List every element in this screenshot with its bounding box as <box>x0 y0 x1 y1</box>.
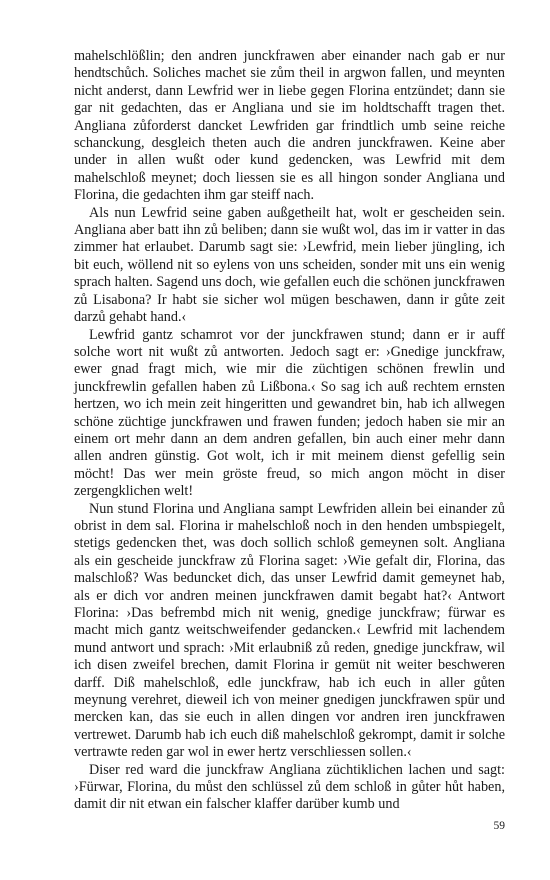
paragraph-4: Nun stund Florina und Angliana sampt Lewfriden allein bei einander zů obrist in dem sal. Florina ir mahelschloß noch in den henden umbspiegelt, stetigs gedencken thet, was doch sollich schloß gemeynen solt. Angliana als ein gescheide junckfraw zů Florina saget: ›Wie gefalt dir, Florina, das malschloß? Was beduncket dich, das unser Lewfrid damit gemeynet hab, als er dich vor andren meinen junckfrawen damit begabt hat?‹ Antwort Florina: ›Das befrembd mich nit wenig, gnedige junckfraw; fürwar es macht mich gantz weitschweifender gedancken.‹ Lewfrid mit lachendem mund antwort und sprach: ›Mit erlaubniß zů reden, gnedige junckfraw, wil ich disen zweifel brechen, damit Florina ir gemüt nit weiter beschweren darff. Diß mahelschloß, edle junckfraw, hab ich euch in aller gůten meynung verehret, dieweil ich von meiner gnedigen junckfrawen spür und mercken kan, das sie euch in allen dingen vor andren iren junckfrawen vertrewet. Darumb hab ich euch diß mahelschloß gekrompt, damit ir solche vertrawte reden gar wol in ewer hertz verschliessen sollen.‹ <box>74 500 505 761</box>
paragraph-2: Als nun Lewfrid seine gaben außgetheilt hat, wolt er gescheiden sein. Angliana aber batt ihn zů beliben; dann sie wußt wol, das im ir vatter in das zimmer hat erlaubet. Darumb sagt sie: ›Lewfrid, mein lieber jüngling, ich bit euch, wöllend nit so eylens von uns scheiden, sonder mit uns ein wenig sprach halten. Sagend uns doch, wie gefallen euch die schönen junckfrawen zů Lisabona? Ir habt sie sicher wol mügen beschawen, dann ir gůte zeit darzů gehabt hand.‹ <box>74 204 505 326</box>
page-number: 59 <box>493 820 505 832</box>
paragraph-5: Diser red ward die junckfraw Angliana züchtiklichen lachen und sagt: ›Fürwar, Florina, du můst den schlüssel zů dem schloß in gůter hůt haben, damit dir nit etwan ein falscher klaffer darüber kumb und <box>74 761 505 813</box>
paragraph-3: Lewfrid gantz schamrot vor der junckfrawen stund; dann er ir auff solche wort nit wußt zů antworten. Jedoch sagt er: ›Gnedige junckfraw, ewer gnad fragt mich, wie mir die züchtigen schönen frewlin und junckfrewlin gefallen haben zů Lißbona.‹ So sag ich auß rechtem ernsten hertzen, wo ich mein zeit hingeritten und gewandret bin, hab ich allwegen schöne züchtige junckfrawen und frawen funden; jedoch haben sie mir an einem ort mehr dann an dem andren gefallen, bin auch einer mehr dann allen andren günstig. Got wolt, ich ir mit meinem dienst gefellig sein möcht! Das wer mein gröste freud, so mich angon möcht in diser zergengklichen welt! <box>74 326 505 500</box>
body-text <box>74 48 505 814</box>
paragraph-1: mahelschlößlin; den andren junckfrawen aber einander nach gab er nur hendtschůch. Soliches machet sie zům theil in argwon fallen, und meynten nicht anderst, dann Lewfrid wer in liebe gegen Florina entzündet; dann sie gar nit gedachten, das er Angliana und sie im holdtschafft tragen thet. Angliana zůforderst dancket Lewfriden gar frindtlich umb seine reiche schanckung, desgleich theten auch die andren junckfrawen. Keine aber under in allen wußt oder kund gedencken, was Lewfrid mit dem mahelschloß meynet; doch liessen sie es all hingon sonder Angliana und Florina, die gedachten ihm gar steiff nach. <box>74 48 505 204</box>
